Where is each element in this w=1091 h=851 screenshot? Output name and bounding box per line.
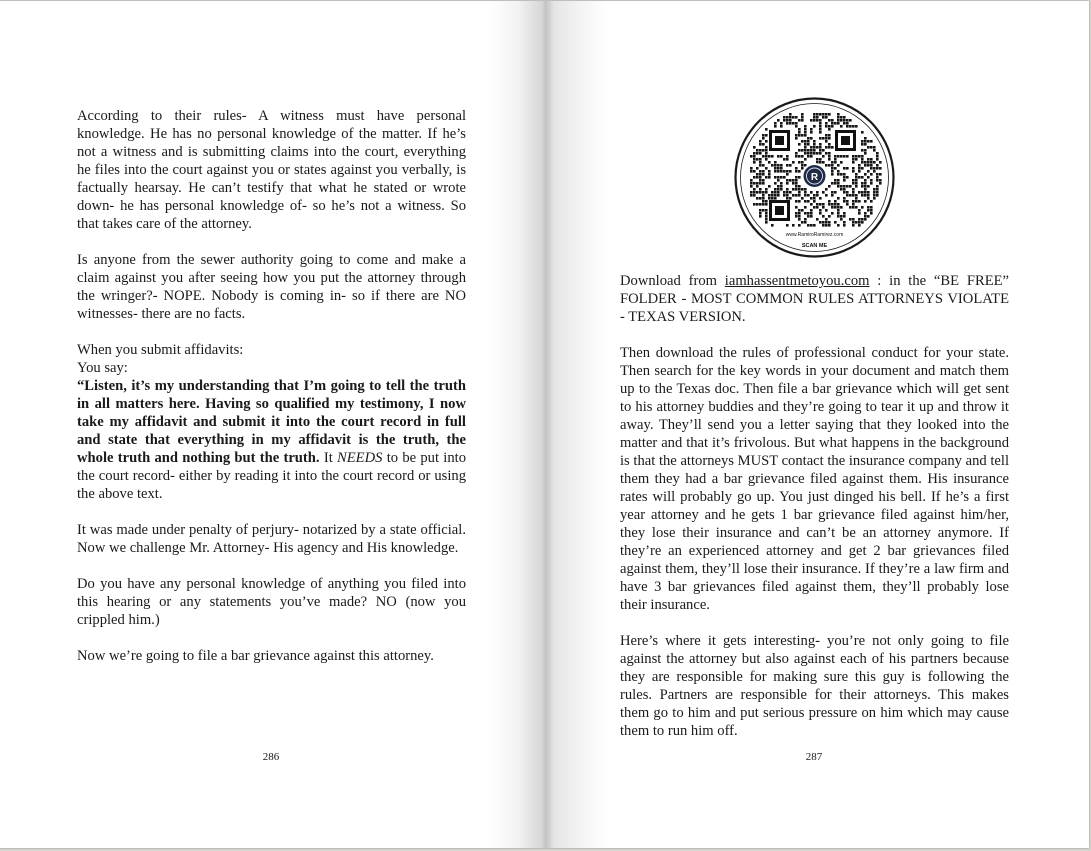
qr-center-logo: R [810,172,819,183]
qr-scan-me-label: SCAN ME [801,243,828,249]
qr-finder-top-right [835,130,856,151]
quote-rest-text: to be put into the court record- either by reading it into the court record or using the above text. [77,450,466,502]
qr-finder-top-left [769,130,790,151]
qr-url-text: www.RamiroRamirez.com [785,232,844,238]
left-page [0,1,544,848]
you-say-line: You say: [77,360,128,376]
affidavit-quote: “Listen, it’s my understanding that I’m going to tell the truth in all matters here. Having so qualified my testimony, I now take my affidavit and submit it into the court record in full and state that everything in my affidavit is the truth, the whole truth and nothing but the truth. [77,378,466,466]
left-page-body [77,107,466,683]
sewer-authority-paragraph: Is anyone from the sewer authority going to come and make a claim against you after seeing how you put the attorney through the wringer?- NOPE. Nobody is coming in- so if there are NO witnesses- there are no facts. [77,252,466,322]
download-link[interactable]: iamhassentmetoyou.com [724,273,870,289]
affidavits-line: When you submit affidavits: [77,342,244,358]
partners-paragraph: Here’s where it gets interesting- you’re not only going to file against the attorney but also against each of his partners because they are responsible for making sure this guy is following the rules. Partners are responsible for their attorneys. This makes them go to him and put serious pressure on him which may cause them to run him off. [620,633,1009,739]
download-prefix: Download from [620,273,725,289]
professional-conduct-paragraph: Then download the rules of professional conduct for your state. Then search for the key words in your document and match them up to the Texas doc. Then file a bar grievance which will get sent to his attorney buddies and they’re going to tear it up and throw it away. They’ll send you a letter saying that they looked into the matter and that it’s frivolous. But what happens in the background is that the attorneys MUST contact the insurance company and tell them they had a bar grievance filed against them. His insurance rates will probably go up. You just dinged his bell. If he’s a first year attorney and he gets 1 bar grievance filed against him/her, they lose their insurance and can’t be an attorney anymore. If they’re an experienced attorney and get 2 bar grievances filed against them, they’ll lose their insurance. If they’re a law firm and have 3 bar grievances filed against them, they’ll probably lose their insurance. [620,345,1009,613]
qr-finder-bottom-left [769,200,790,221]
book-spread [0,1,1089,848]
knowledge-question-paragraph: Do you have any personal knowledge of anything you filed into this hearing or any statements you’ve made? NO (now you crippled him.) [77,576,466,628]
download-folder-text: : in the “BE FREE” FOLDER - MOST COMMON RULES ATTORNEYS VIOLATE - TEXAS VERSION. [620,273,1010,325]
qr-code-badge[interactable] [734,97,895,258]
qr-code-icon [734,97,895,258]
download-paragraph [620,272,1009,326]
witness-paragraph: According to their rules- A witness must have personal knowledge. He has no personal knowledge of the matter. If he’s not a witness and is submitting claims into the court, everything he files into the court against you or states against you verbally, is factually hearsay. He can’t testify that what he stated or wrote down- he has personal knowledge of- so he’s not a witness. So that takes care of the attorney. [77,108,466,232]
bar-grievance-paragraph: Now we’re going to file a bar grievance against this attorney. [77,648,434,664]
affidavit-statement-paragraph [77,377,466,503]
quote-it-text: It [319,450,338,466]
page-number-right: 287 [805,751,823,763]
right-page-body [620,272,1009,758]
right-page [544,1,1089,848]
page-number-left: 286 [262,751,280,763]
needs-emphasis: NEEDS [337,450,383,466]
perjury-paragraph: It was made under penalty of perjury- notarized by a state official. Now we challenge Mr. Attorney- His agency and His knowledge. [77,522,466,556]
